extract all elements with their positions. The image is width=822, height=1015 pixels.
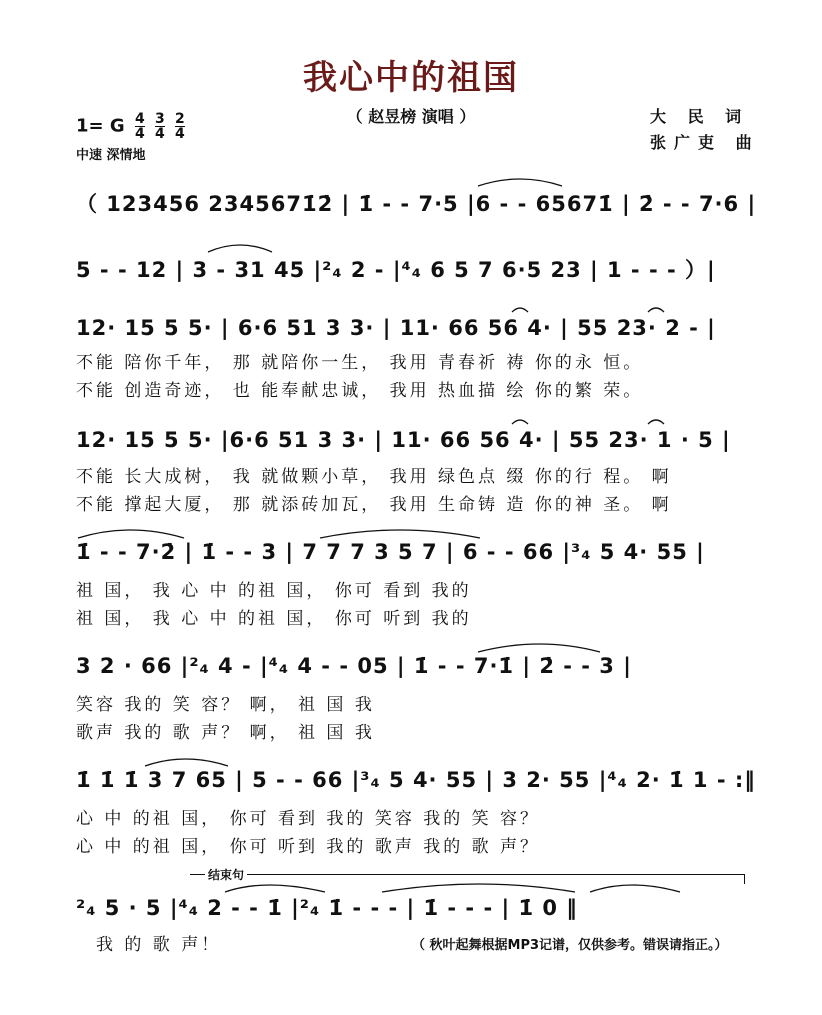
notation-row-7: 1̇ 1̇ 1̇ 3 7 65 | 5 - - 66 |³₄ 5 4· 55 | 3 2· 55 |⁴₄ 2· 1̇ 1 - :‖ <box>76 768 756 792</box>
transcription-note: （ 秋叶起舞根据MP3记谱，仅供参考。错误请指正。） <box>412 938 728 953</box>
slur-row8-a <box>225 885 325 892</box>
page-title: 我心中的祖国 <box>303 58 519 98</box>
slur-row8-c <box>590 885 680 892</box>
slur-row2-a <box>208 245 272 252</box>
slur-row6-a <box>478 644 600 652</box>
lyric-row-4-verse-1: 不能 长大成树， 我 就做颗小草， 我用 绿色点 缀 你的行 程。 啊 <box>76 467 672 487</box>
time-signature-1: $\frac{4}{4}$ <box>134 111 145 142</box>
lyric-row-5-verse-2: 祖 国， 我 心 中 的祖 国， 你可 听到 我的 <box>76 609 472 629</box>
lyricist-credit: 大 民 词 <box>650 107 750 126</box>
tie-row4-a <box>512 420 528 424</box>
tie-row4-b <box>648 420 664 424</box>
tempo-marking: 中速 深情地 <box>76 148 146 163</box>
slur-row8-b <box>382 884 575 892</box>
notation-row-4: 12· 15 5 5· |6·6 51 3 3· | 11· 66 56 4· | 55 23· 1 · 5 | <box>76 428 731 452</box>
slur-row1-a <box>478 179 562 186</box>
lyric-row-5-verse-1: 祖 国， 我 心 中 的祖 国， 你可 看到 我的 <box>76 581 472 601</box>
slur-row7-a <box>145 759 228 766</box>
slur-row5-b <box>320 530 480 538</box>
lyric-row-6-verse-2: 歌声 我的 歌 声？ 啊， 祖 国 我 <box>76 723 375 743</box>
notation-row-2: 5 - - 12 | 3 - 31 45 |²₄ 2 - |⁴₄ 6 5 7 6·5 23 | 1 - - - ）| <box>76 258 716 282</box>
singer-credit: （ 赵昱榜 演唱 ） <box>346 107 476 126</box>
lyric-row-6-verse-1: 笑容 我的 笑 容？ 啊， 祖 国 我 <box>76 695 375 715</box>
ending-label: 结束句 <box>205 866 247 883</box>
notation-row-5: 1̇ - - 7·2̇ | 1̇ - - 3 | 7 7 7 3 5 7 | 6 - - 66 |³₄ 5 4· 55 | <box>76 540 705 564</box>
lyric-row-7-verse-1: 心 中 的祖 国， 你可 看到 我的 笑容 我的 笑 容？ <box>76 809 541 829</box>
tie-row3-a <box>512 308 528 312</box>
slur-row5-a <box>78 530 184 538</box>
notation-row-6: 3 2 · 66 |²₄ 4 - |⁴₄ 4 - - 05 | 1̇ - - 7·1̇ | 2̇ - - 3 | <box>76 654 632 678</box>
lyric-row-3-verse-2: 不能 创造奇迹， 也 能奉献忠诚， 我用 热血描 绘 你的繁 荣。 <box>76 381 644 401</box>
lyric-row-4-verse-2: 不能 撑起大厦， 那 就添砖加瓦， 我用 生命铸 造 你的神 圣。 啊 <box>76 495 672 515</box>
composer-credit: 张广吏 曲 <box>650 133 760 152</box>
lyric-row-7-verse-2: 心 中 的祖 国， 你可 听到 我的 歌声 我的 歌 声？ <box>76 837 541 857</box>
tie-row3-b <box>648 308 664 312</box>
lyric-row-8: 我 的 歌 声！ <box>96 935 222 955</box>
notation-row-1: （ 123456 2345671̇2̇ | 1̇ - - 7·5 |6 - - 65671̇ | 2̇ - - 7·6 | <box>76 192 757 216</box>
notation-row-8: ²₄ 5 · 5 |⁴₄ 2 - - 1̇ |²₄ 1̇ - - - | 1̇ - - - | 1̇ 0 ‖ <box>76 896 578 920</box>
time-signature-3: $\frac{2}{4}$ <box>175 111 185 142</box>
key-label: 1= G <box>76 115 125 137</box>
time-signature-2: $\frac{3}{4}$ <box>154 111 165 142</box>
lyric-row-3-verse-1: 不能 陪你千年， 那 就陪你一生， 我用 青春祈 祷 你的永 恒。 <box>76 353 644 373</box>
notation-row-3: 12· 15 5 5· | 6·6 51 3 3· | 11· 66 56 4· | 55 23· 2 - | <box>76 316 716 340</box>
